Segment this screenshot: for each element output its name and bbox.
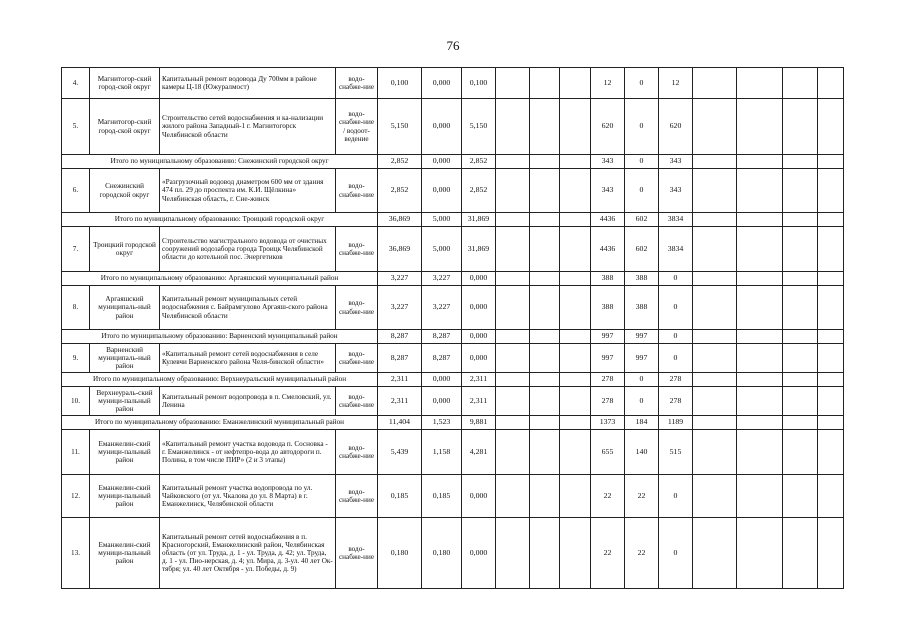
empty-cell bbox=[693, 344, 737, 373]
empty-cell bbox=[693, 213, 737, 227]
value-local-cell: 0,000 bbox=[462, 330, 496, 344]
empty-cell bbox=[783, 373, 818, 387]
amount-total-cell: 388 bbox=[591, 286, 625, 330]
amount-regional-cell: 0 bbox=[625, 373, 659, 387]
amount-total-cell: 4436 bbox=[591, 227, 625, 272]
value-local-cell: 5,150 bbox=[462, 99, 496, 155]
subtotal-label: Итого по муниципальному образованию: Верхнеуральский муниципальный район bbox=[62, 373, 378, 387]
amount-total-cell: 997 bbox=[591, 344, 625, 373]
empty-cell bbox=[693, 330, 737, 344]
empty-cell bbox=[560, 213, 591, 227]
empty-cell bbox=[737, 387, 783, 416]
amount-local-cell: 0 bbox=[659, 286, 693, 330]
table-row bbox=[62, 169, 844, 213]
subtotal-row bbox=[62, 373, 844, 387]
table-body bbox=[62, 68, 844, 589]
empty-cell bbox=[496, 155, 530, 169]
empty-cell bbox=[818, 99, 844, 155]
amount-regional-cell: 184 bbox=[625, 416, 659, 430]
empty-cell bbox=[560, 99, 591, 155]
amount-local-cell: 1189 bbox=[659, 416, 693, 430]
empty-cell bbox=[496, 330, 530, 344]
empty-cell bbox=[783, 518, 818, 589]
amount-total-cell: 343 bbox=[591, 155, 625, 169]
empty-cell bbox=[783, 344, 818, 373]
empty-cell bbox=[693, 430, 737, 475]
amount-total-cell: 22 bbox=[591, 475, 625, 518]
object-cell: Капитальный ремонт муниципальных сетей водоснабжения с. Байрамгулово Аргаяш-ского района Челябинской области bbox=[160, 286, 336, 330]
category-cell: водо-снабже-ние bbox=[336, 387, 378, 416]
value-regional-cell: 0,000 bbox=[422, 373, 462, 387]
empty-cell bbox=[693, 99, 737, 155]
amount-total-cell: 997 bbox=[591, 330, 625, 344]
empty-cell bbox=[693, 169, 737, 213]
value-local-cell: 31,869 bbox=[462, 213, 496, 227]
value-total-cell: 2,311 bbox=[378, 387, 422, 416]
empty-cell bbox=[737, 430, 783, 475]
category-cell: водо-снабже-ние bbox=[336, 475, 378, 518]
category-cell: водо-снабже-ние bbox=[336, 227, 378, 272]
amount-regional-cell: 388 bbox=[625, 286, 659, 330]
empty-cell bbox=[737, 68, 783, 99]
empty-cell bbox=[530, 213, 560, 227]
empty-cell bbox=[693, 416, 737, 430]
amount-total-cell: 22 bbox=[591, 518, 625, 589]
empty-cell bbox=[783, 169, 818, 213]
empty-cell bbox=[693, 518, 737, 589]
amount-regional-cell: 388 bbox=[625, 272, 659, 286]
row-number: 12. bbox=[62, 475, 90, 518]
empty-cell bbox=[530, 387, 560, 416]
empty-cell bbox=[496, 286, 530, 330]
amount-regional-cell: 22 bbox=[625, 518, 659, 589]
value-regional-cell: 5,000 bbox=[422, 213, 462, 227]
empty-cell bbox=[560, 518, 591, 589]
amount-local-cell: 278 bbox=[659, 387, 693, 416]
empty-cell bbox=[530, 518, 560, 589]
category-cell: водо-снабже-ние / водоот-ведение bbox=[336, 99, 378, 155]
value-regional-cell: 5,000 bbox=[422, 227, 462, 272]
value-total-cell: 0,100 bbox=[378, 68, 422, 99]
empty-cell bbox=[530, 155, 560, 169]
empty-cell bbox=[737, 169, 783, 213]
amount-local-cell: 343 bbox=[659, 169, 693, 213]
empty-cell bbox=[530, 68, 560, 99]
amount-local-cell: 0 bbox=[659, 272, 693, 286]
empty-cell bbox=[737, 373, 783, 387]
empty-cell bbox=[560, 430, 591, 475]
value-total-cell: 8,287 bbox=[378, 330, 422, 344]
empty-cell bbox=[737, 518, 783, 589]
empty-cell bbox=[530, 344, 560, 373]
empty-cell bbox=[783, 68, 818, 99]
value-total-cell: 3,227 bbox=[378, 286, 422, 330]
value-regional-cell: 3,227 bbox=[422, 272, 462, 286]
row-number: 9. bbox=[62, 344, 90, 373]
empty-cell bbox=[818, 387, 844, 416]
empty-cell bbox=[737, 286, 783, 330]
table-row bbox=[62, 430, 844, 475]
empty-cell bbox=[560, 475, 591, 518]
empty-cell bbox=[560, 373, 591, 387]
subtotal-label: Итого по муниципальному образованию: Снежинский городской округ bbox=[62, 155, 378, 169]
amount-regional-cell: 997 bbox=[625, 344, 659, 373]
empty-cell bbox=[530, 416, 560, 430]
empty-cell bbox=[693, 155, 737, 169]
empty-cell bbox=[783, 286, 818, 330]
object-cell: Строительство магистрального водовода от очистных сооружений водозабора города Троицк Челябинской области до котельной пос. Энергетиков bbox=[160, 227, 336, 272]
value-total-cell: 0,180 bbox=[378, 518, 422, 589]
empty-cell bbox=[496, 373, 530, 387]
amount-local-cell: 0 bbox=[659, 344, 693, 373]
empty-cell bbox=[496, 475, 530, 518]
amount-total-cell: 343 bbox=[591, 169, 625, 213]
empty-cell bbox=[496, 68, 530, 99]
empty-cell bbox=[737, 227, 783, 272]
municipality-cell: Варненский муниципаль-ный район bbox=[90, 344, 160, 373]
amount-local-cell: 3834 bbox=[659, 227, 693, 272]
amount-regional-cell: 602 bbox=[625, 213, 659, 227]
amount-local-cell: 515 bbox=[659, 430, 693, 475]
empty-cell bbox=[496, 430, 530, 475]
amount-local-cell: 343 bbox=[659, 155, 693, 169]
empty-cell bbox=[560, 330, 591, 344]
municipality-cell: Верхнеураль-ский муници-пальный район bbox=[90, 387, 160, 416]
category-cell: водо-снабже-ние bbox=[336, 68, 378, 99]
subtotal-label: Итого по муниципальному образованию: Еманжелинский муниципальный район bbox=[62, 416, 378, 430]
amount-regional-cell: 0 bbox=[625, 68, 659, 99]
value-total-cell: 3,227 bbox=[378, 272, 422, 286]
value-regional-cell: 0,185 bbox=[422, 475, 462, 518]
value-regional-cell: 0,000 bbox=[422, 68, 462, 99]
value-local-cell: 2,311 bbox=[462, 387, 496, 416]
empty-cell bbox=[530, 475, 560, 518]
municipality-cell: Еманжелин-ский муници-пальный район bbox=[90, 430, 160, 475]
empty-cell bbox=[783, 475, 818, 518]
municipality-cell: Аргаяшский муниципаль-ный район bbox=[90, 286, 160, 330]
empty-cell bbox=[737, 272, 783, 286]
amount-regional-cell: 0 bbox=[625, 169, 659, 213]
empty-cell bbox=[818, 475, 844, 518]
value-total-cell: 11,404 bbox=[378, 416, 422, 430]
amount-local-cell: 12 bbox=[659, 68, 693, 99]
value-regional-cell: 3,227 bbox=[422, 286, 462, 330]
empty-cell bbox=[818, 272, 844, 286]
empty-cell bbox=[818, 373, 844, 387]
value-local-cell: 31,869 bbox=[462, 227, 496, 272]
amount-total-cell: 12 bbox=[591, 68, 625, 99]
amount-regional-cell: 997 bbox=[625, 330, 659, 344]
category-cell: водо-снабже-ние bbox=[336, 430, 378, 475]
amount-total-cell: 278 bbox=[591, 373, 625, 387]
empty-cell bbox=[530, 169, 560, 213]
object-cell: Капитальный ремонт водовода Ду 700мм в районе камеры Ц-18 (Южуралмост) bbox=[160, 68, 336, 99]
amount-regional-cell: 0 bbox=[625, 387, 659, 416]
amount-total-cell: 620 bbox=[591, 99, 625, 155]
empty-cell bbox=[818, 155, 844, 169]
amount-total-cell: 1373 bbox=[591, 416, 625, 430]
empty-cell bbox=[737, 416, 783, 430]
empty-cell bbox=[496, 518, 530, 589]
value-regional-cell: 0,000 bbox=[422, 169, 462, 213]
empty-cell bbox=[693, 286, 737, 330]
empty-cell bbox=[693, 475, 737, 518]
category-cell: водо-снабже-ние bbox=[336, 518, 378, 589]
row-number: 7. bbox=[62, 227, 90, 272]
value-regional-cell: 8,287 bbox=[422, 344, 462, 373]
empty-cell bbox=[530, 227, 560, 272]
amount-regional-cell: 22 bbox=[625, 475, 659, 518]
table-row bbox=[62, 68, 844, 99]
municipality-cell: Магнитогор-ский город-ской округ bbox=[90, 99, 160, 155]
value-local-cell: 0,000 bbox=[462, 475, 496, 518]
subtotal-row bbox=[62, 213, 844, 227]
investment-table bbox=[61, 67, 844, 589]
amount-local-cell: 278 bbox=[659, 373, 693, 387]
amount-total-cell: 4436 bbox=[591, 213, 625, 227]
municipality-cell: Снежинский городской округ bbox=[90, 169, 160, 213]
empty-cell bbox=[783, 416, 818, 430]
row-number: 8. bbox=[62, 286, 90, 330]
empty-cell bbox=[530, 286, 560, 330]
amount-local-cell: 3834 bbox=[659, 213, 693, 227]
value-total-cell: 2,852 bbox=[378, 169, 422, 213]
empty-cell bbox=[737, 475, 783, 518]
empty-cell bbox=[496, 213, 530, 227]
table-row bbox=[62, 387, 844, 416]
empty-cell bbox=[560, 169, 591, 213]
value-total-cell: 36,869 bbox=[378, 213, 422, 227]
category-cell: водо-снабже-ние bbox=[336, 344, 378, 373]
empty-cell bbox=[783, 272, 818, 286]
table-row bbox=[62, 227, 844, 272]
empty-cell bbox=[783, 387, 818, 416]
amount-regional-cell: 140 bbox=[625, 430, 659, 475]
empty-cell bbox=[693, 373, 737, 387]
subtotal-label: Итого по муниципальному образованию: Троицкий городской округ bbox=[62, 213, 378, 227]
value-total-cell: 8,287 bbox=[378, 344, 422, 373]
empty-cell bbox=[496, 387, 530, 416]
row-number: 10. bbox=[62, 387, 90, 416]
empty-cell bbox=[560, 344, 591, 373]
value-regional-cell: 0,000 bbox=[422, 155, 462, 169]
subtotal-row bbox=[62, 330, 844, 344]
subtotal-row bbox=[62, 416, 844, 430]
object-cell: «Капитальный ремонт участка водовода п. Сосновка - г. Еманжелинск - от нефтепро-вода до автодороги п. Полина, в том числе ПИР» (2 и 3 этапы) bbox=[160, 430, 336, 475]
empty-cell bbox=[693, 272, 737, 286]
empty-cell bbox=[560, 416, 591, 430]
category-cell: водо-снабже-ние bbox=[336, 169, 378, 213]
value-regional-cell: 0,000 bbox=[422, 387, 462, 416]
value-local-cell: 4,281 bbox=[462, 430, 496, 475]
empty-cell bbox=[737, 213, 783, 227]
amount-regional-cell: 0 bbox=[625, 155, 659, 169]
empty-cell bbox=[530, 373, 560, 387]
empty-cell bbox=[783, 430, 818, 475]
value-regional-cell: 8,287 bbox=[422, 330, 462, 344]
value-total-cell: 5,150 bbox=[378, 99, 422, 155]
empty-cell bbox=[818, 286, 844, 330]
table-row bbox=[62, 475, 844, 518]
empty-cell bbox=[496, 227, 530, 272]
amount-local-cell: 0 bbox=[659, 475, 693, 518]
value-local-cell: 0,000 bbox=[462, 286, 496, 330]
municipality-cell: Троицкий городской округ bbox=[90, 227, 160, 272]
empty-cell bbox=[783, 227, 818, 272]
empty-cell bbox=[530, 330, 560, 344]
value-regional-cell: 1,523 bbox=[422, 416, 462, 430]
empty-cell bbox=[693, 68, 737, 99]
empty-cell bbox=[737, 155, 783, 169]
empty-cell bbox=[818, 518, 844, 589]
value-regional-cell: 0,180 bbox=[422, 518, 462, 589]
subtotal-row bbox=[62, 155, 844, 169]
table-row bbox=[62, 344, 844, 373]
empty-cell bbox=[783, 330, 818, 344]
value-total-cell: 2,852 bbox=[378, 155, 422, 169]
value-regional-cell: 1,158 bbox=[422, 430, 462, 475]
empty-cell bbox=[496, 272, 530, 286]
empty-cell bbox=[496, 169, 530, 213]
municipality-cell: Еманжелин-ский муници-пальный район bbox=[90, 475, 160, 518]
empty-cell bbox=[737, 99, 783, 155]
amount-total-cell: 655 bbox=[591, 430, 625, 475]
empty-cell bbox=[560, 272, 591, 286]
row-number: 4. bbox=[62, 68, 90, 99]
value-local-cell: 0,000 bbox=[462, 272, 496, 286]
empty-cell bbox=[560, 387, 591, 416]
amount-total-cell: 388 bbox=[591, 272, 625, 286]
empty-cell bbox=[530, 99, 560, 155]
value-local-cell: 0,100 bbox=[462, 68, 496, 99]
value-local-cell: 0,000 bbox=[462, 518, 496, 589]
municipality-cell: Магнитогор-ский город-ской округ bbox=[90, 68, 160, 99]
empty-cell bbox=[818, 344, 844, 373]
empty-cell bbox=[737, 344, 783, 373]
value-total-cell: 0,185 bbox=[378, 475, 422, 518]
amount-local-cell: 0 bbox=[659, 330, 693, 344]
object-cell: «Разгрузочный водовод диаметром 600 мм от здания 474 пл. 29 до проспекта им. К.И. Щёлкина» Челябинская область, г. Сне-жинск bbox=[160, 169, 336, 213]
table-row bbox=[62, 99, 844, 155]
amount-total-cell: 278 bbox=[591, 387, 625, 416]
value-total-cell: 36,869 bbox=[378, 227, 422, 272]
empty-cell bbox=[818, 416, 844, 430]
subtotal-label: Итого по муниципальному образованию: Аргаяшский муниципальный район bbox=[62, 272, 378, 286]
amount-local-cell: 620 bbox=[659, 99, 693, 155]
subtotal-row bbox=[62, 272, 844, 286]
empty-cell bbox=[818, 169, 844, 213]
value-regional-cell: 0,000 bbox=[422, 99, 462, 155]
value-local-cell: 2,852 bbox=[462, 169, 496, 213]
empty-cell bbox=[783, 155, 818, 169]
row-number: 11. bbox=[62, 430, 90, 475]
amount-regional-cell: 602 bbox=[625, 227, 659, 272]
empty-cell bbox=[783, 99, 818, 155]
amount-local-cell: 0 bbox=[659, 518, 693, 589]
object-cell: Капитальный ремонт сетей водоснабжения в п. Красногорский, Еманжелинский район, Челябинская область (от ул. Труда, д. 1 - ул. Труда, д. 42; ул. Труда, д. 1 - ул. Пио-нерская, д. 4; ул. Мира, д. 3-ул. 40 лет Ок-тября; ул. 40 лет Октября - ул. Победы, д. 9) bbox=[160, 518, 336, 589]
empty-cell bbox=[818, 430, 844, 475]
empty-cell bbox=[818, 330, 844, 344]
empty-cell bbox=[693, 387, 737, 416]
value-total-cell: 5,439 bbox=[378, 430, 422, 475]
empty-cell bbox=[737, 330, 783, 344]
empty-cell bbox=[496, 99, 530, 155]
table-row bbox=[62, 518, 844, 589]
empty-cell bbox=[496, 344, 530, 373]
row-number: 5. bbox=[62, 99, 90, 155]
value-local-cell: 9,881 bbox=[462, 416, 496, 430]
subtotal-label: Итого по муниципальному образованию: Варненский муниципальный район bbox=[62, 330, 378, 344]
empty-cell bbox=[818, 68, 844, 99]
empty-cell bbox=[560, 155, 591, 169]
object-cell: Капитальный ремонт водопровода в п. Смеловский, ул. Ленина bbox=[160, 387, 336, 416]
empty-cell bbox=[818, 227, 844, 272]
empty-cell bbox=[693, 227, 737, 272]
object-cell: Строительство сетей водоснабжения и ка-нализации жилого района Западный-1 г. Магнитогорск Челябинской области bbox=[160, 99, 336, 155]
page-number: 76 bbox=[446, 38, 460, 53]
empty-cell bbox=[560, 286, 591, 330]
row-number: 13. bbox=[62, 518, 90, 589]
value-local-cell: 0,000 bbox=[462, 344, 496, 373]
empty-cell bbox=[560, 68, 591, 99]
value-local-cell: 2,852 bbox=[462, 155, 496, 169]
municipality-cell: Еманжелин-ский муници-пальный район bbox=[90, 518, 160, 589]
value-total-cell: 2,311 bbox=[378, 373, 422, 387]
empty-cell bbox=[530, 430, 560, 475]
empty-cell bbox=[818, 213, 844, 227]
empty-cell bbox=[783, 213, 818, 227]
object-cell: «Капитальный ремонт сетей водоснабжения в селе Кулевчи Варненского района Челя-бинской области» bbox=[160, 344, 336, 373]
object-cell: Капитальный ремонт участка водопровода по ул. Чайковского (от ул. Чкалова до ул. 8 Марта) в г. Еманжелинск, Челябинской области bbox=[160, 475, 336, 518]
empty-cell bbox=[496, 416, 530, 430]
table-row bbox=[62, 286, 844, 330]
value-local-cell: 2,311 bbox=[462, 373, 496, 387]
empty-cell bbox=[530, 272, 560, 286]
amount-regional-cell: 0 bbox=[625, 99, 659, 155]
empty-cell bbox=[560, 227, 591, 272]
category-cell: водо-снабже-ние bbox=[336, 286, 378, 330]
row-number: 6. bbox=[62, 169, 90, 213]
